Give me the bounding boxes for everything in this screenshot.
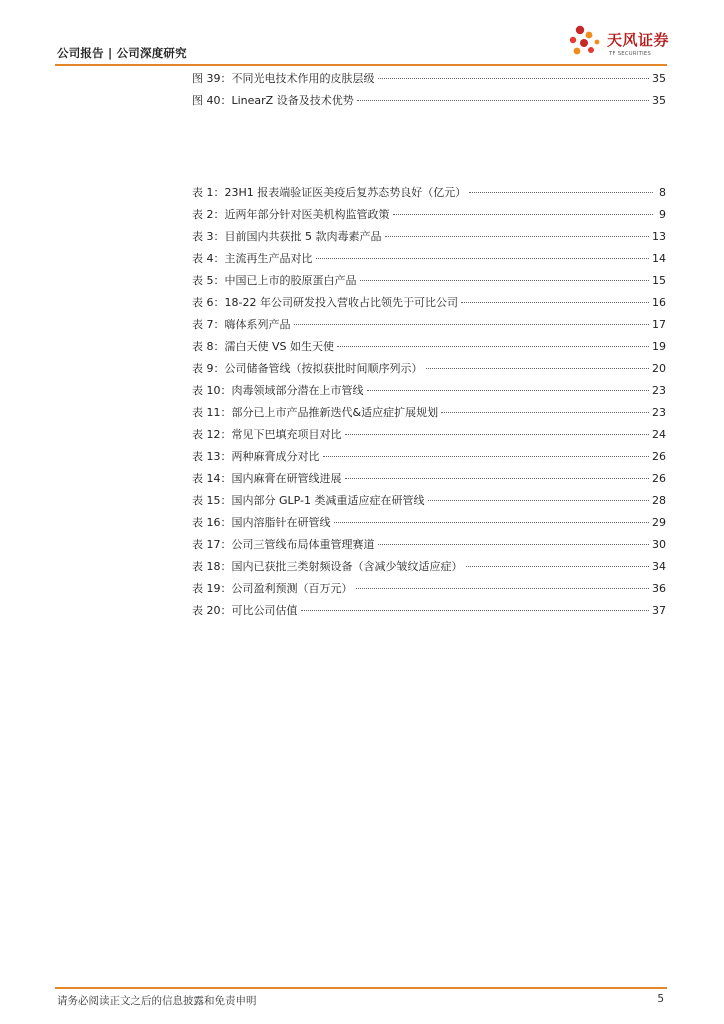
toc-entry-title: 表 9：公司储备管线（按拟获批时间顺序列示） xyxy=(192,362,423,375)
toc-entry-title: 表 8：濡白天使 VS 如生天使 xyxy=(192,340,334,353)
table-list-item[interactable] xyxy=(192,448,666,470)
toc-entry-title: 表 7：嗨体系列产品 xyxy=(192,318,291,331)
dot-leader xyxy=(367,390,650,391)
toc-entry-page: 19 xyxy=(652,340,666,353)
table-list-item[interactable] xyxy=(192,492,666,514)
dot-leader xyxy=(356,588,650,589)
table-list-item[interactable] xyxy=(192,602,666,624)
toc-entry-title: 表 3：目前国内共获批 5 款肉毒素产品 xyxy=(192,230,382,243)
logo-subtitle: TF SECURITIES xyxy=(609,51,652,57)
footer-disclaimer: 请务必阅读正文之后的信息披露和免责申明 xyxy=(57,995,257,1007)
figure-list-item[interactable] xyxy=(192,70,666,92)
toc-entry-page: 16 xyxy=(652,296,666,309)
figure-list-item[interactable] xyxy=(192,92,666,114)
toc-entry-page: 23 xyxy=(652,406,666,419)
table-list-item[interactable] xyxy=(192,470,666,492)
toc-entry-page: 26 xyxy=(652,472,666,485)
table-list-item[interactable] xyxy=(192,250,666,272)
dot-leader xyxy=(469,192,653,193)
footer-divider xyxy=(55,987,667,989)
dot-leader xyxy=(334,522,650,523)
toc-entry-title: 表 6：18-22 年公司研发投入营收占比领先于可比公司 xyxy=(192,296,458,309)
toc-entry-page: 34 xyxy=(652,560,666,573)
toc-entry-page: 15 xyxy=(652,274,666,287)
toc-entry-title: 表 15：国内部分 GLP-1 类减重适应症在研管线 xyxy=(192,494,425,507)
toc-entry-page: 14 xyxy=(652,252,666,265)
dot-leader xyxy=(294,324,650,325)
dot-leader xyxy=(360,280,650,281)
toc-entry-title: 表 18：国内已获批三类射频设备（含减少皱纹适应症） xyxy=(192,560,463,573)
dot-leader xyxy=(426,368,650,369)
logo-name: 天风证券 xyxy=(607,31,670,49)
toc-entry-title: 图 40：LinearZ 设备及技术优势 xyxy=(192,94,354,107)
dot-leader xyxy=(316,258,650,259)
tf-securities-logo xyxy=(567,22,677,62)
toc-entry-page: 37 xyxy=(652,604,666,617)
table-list-item[interactable] xyxy=(192,228,666,250)
toc-entry-page: 35 xyxy=(652,94,666,107)
table-list-item[interactable] xyxy=(192,360,666,382)
dot-leader xyxy=(428,500,650,501)
toc-entry-page: 20 xyxy=(652,362,666,375)
toc-entry-page: 36 xyxy=(652,582,666,595)
table-list-item[interactable] xyxy=(192,426,666,448)
toc-entry-page: 35 xyxy=(652,72,666,85)
toc-entry-page: 13 xyxy=(652,230,666,243)
figure-list xyxy=(192,70,666,114)
dot-leader xyxy=(378,78,650,79)
table-list-item[interactable] xyxy=(192,404,666,426)
toc-entry-title: 表 17：公司三管线布局体重管理赛道 xyxy=(192,538,375,551)
logo-flower-icon xyxy=(567,22,607,62)
toc-entry-title: 表 16：国内溶脂针在研管线 xyxy=(192,516,331,529)
dot-leader xyxy=(461,302,649,303)
toc-entry-title: 表 19：公司盈利预测（百万元） xyxy=(192,582,353,595)
table-list-item[interactable] xyxy=(192,184,666,206)
toc-entry-title: 表 20：可比公司估值 xyxy=(192,604,298,617)
toc-entry-page: 17 xyxy=(652,318,666,331)
dot-leader xyxy=(337,346,649,347)
toc-entry-page: 30 xyxy=(652,538,666,551)
dot-leader xyxy=(441,412,649,413)
table-list-item[interactable] xyxy=(192,536,666,558)
dot-leader xyxy=(357,100,649,101)
table-list-item[interactable] xyxy=(192,580,666,602)
dot-leader xyxy=(345,434,650,435)
toc-entry-page: 24 xyxy=(652,428,666,441)
report-type-label: 公司报告 | 公司深度研究 xyxy=(57,46,187,60)
toc-entry-title: 图 39：不同光电技术作用的皮肤层级 xyxy=(192,72,375,85)
toc-entry-page: 29 xyxy=(652,516,666,529)
dot-leader xyxy=(466,566,650,567)
toc-entry-title: 表 4：主流再生产品对比 xyxy=(192,252,313,265)
dot-leader xyxy=(323,456,650,457)
toc-entry-title: 表 5：中国已上市的胶原蛋白产品 xyxy=(192,274,357,287)
table-list-item[interactable] xyxy=(192,514,666,536)
table-list-item[interactable] xyxy=(192,316,666,338)
dot-leader xyxy=(301,610,650,611)
header-divider xyxy=(55,64,667,66)
toc-entry-page: 28 xyxy=(652,494,666,507)
toc-entry-title: 表 14：国内麻膏在研管线进展 xyxy=(192,472,342,485)
table-list-item[interactable] xyxy=(192,294,666,316)
toc-entry-title: 表 1：23H1 报表端验证医美疫后复苏态势良好（亿元） xyxy=(192,186,467,199)
toc-entry-page: 26 xyxy=(652,450,666,463)
dot-leader xyxy=(345,478,650,479)
toc-entry-page: 9 xyxy=(659,208,666,221)
toc-entry-page: 23 xyxy=(652,384,666,397)
table-list xyxy=(192,184,666,624)
table-list-item[interactable] xyxy=(192,558,666,580)
dot-leader xyxy=(378,544,650,545)
dot-leader xyxy=(385,236,650,237)
toc-entry-title: 表 10：肉毒领域部分潜在上市管线 xyxy=(192,384,364,397)
toc-entry-title: 表 2：近两年部分针对医美机构监管政策 xyxy=(192,208,390,221)
table-list-item[interactable] xyxy=(192,206,666,228)
toc-entry-title: 表 12：常见下巴填充项目对比 xyxy=(192,428,342,441)
toc-entry-page: 8 xyxy=(659,186,666,199)
table-list-item[interactable] xyxy=(192,382,666,404)
table-list-item[interactable] xyxy=(192,338,666,360)
toc-entry-title: 表 13：两种麻膏成分对比 xyxy=(192,450,320,463)
table-list-item[interactable] xyxy=(192,272,666,294)
dot-leader xyxy=(393,214,654,215)
toc-entry-title: 表 11：部分已上市产品推新迭代&适应症扩展规划 xyxy=(192,406,439,419)
page-number: 5 xyxy=(657,993,664,1005)
